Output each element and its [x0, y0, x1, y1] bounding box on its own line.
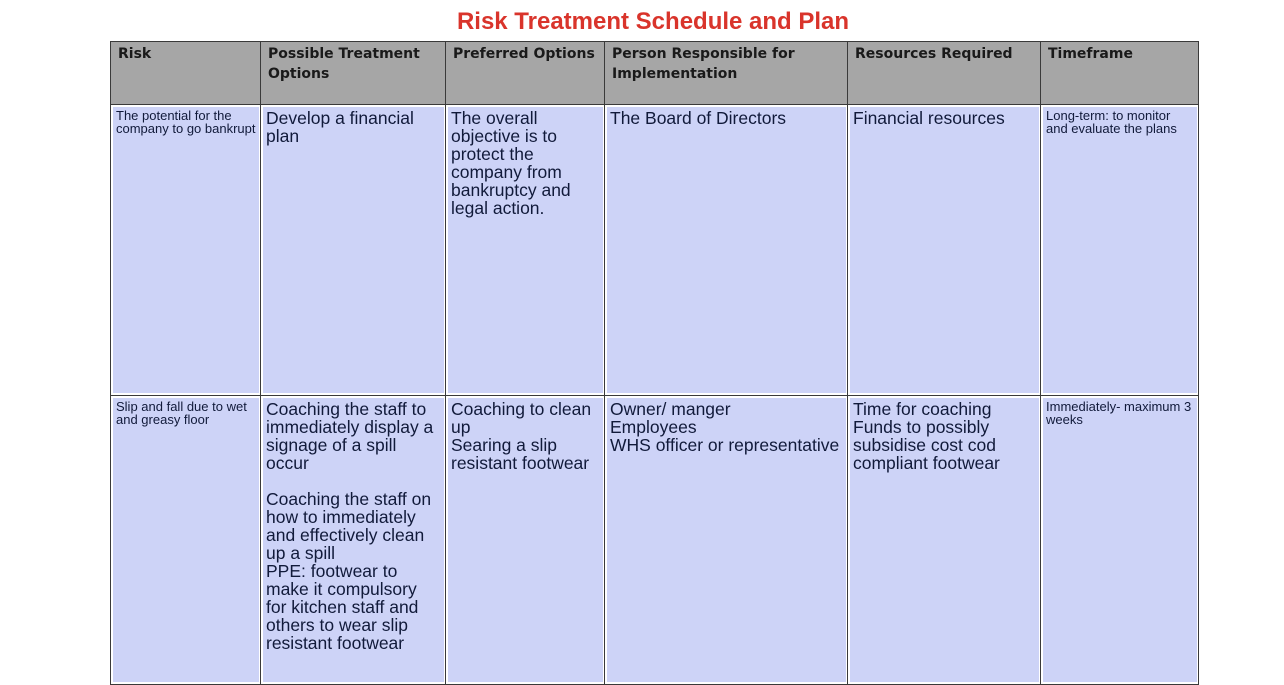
cell-preferred-options	[446, 105, 605, 396]
risk-treatment-table	[110, 41, 1199, 685]
cell-text: Owner/ manger Employees WHS officer or representative	[607, 398, 846, 682]
page-title: Risk Treatment Schedule and Plan	[456, 8, 850, 35]
cell-person-responsible	[605, 396, 848, 685]
cell-text: Financial resources	[850, 107, 1039, 393]
cell-text: The overall objective is to protect the company from bankruptcy and legal action.	[448, 107, 603, 393]
cell-text: Coaching to clean up Searing a slip resistant footwear	[448, 398, 603, 682]
column-header-preferred-options: Preferred Options	[446, 42, 605, 105]
column-header-resources-required: Resources Required	[848, 42, 1041, 105]
cell-preferred-options	[446, 396, 605, 685]
cell-text: Slip and fall due to wet and greasy floor	[113, 398, 259, 682]
cell-risk	[111, 105, 261, 396]
column-header-person-responsible: Person Responsible for Implementation	[605, 42, 848, 105]
column-header-possible-options: Possible Treatment Options	[261, 42, 446, 105]
column-header-risk: Risk	[111, 42, 261, 105]
cell-text: The Board of Directors	[607, 107, 846, 393]
table-row	[111, 396, 1199, 685]
cell-risk	[111, 396, 261, 685]
cell-text: The potential for the company to go bankrupt	[113, 107, 259, 393]
table-header-row	[111, 42, 1199, 105]
table-row	[111, 105, 1199, 396]
cell-person-responsible	[605, 105, 848, 396]
cell-resources-required	[848, 396, 1041, 685]
cell-timeframe	[1041, 396, 1199, 685]
cell-text: Coaching the staff to immediately display a signage of a spill occur Coaching the staff on how to immediately and effectively clean up a spill PPE: footwear to make it compulsory for kitchen staff and others to wear slip resistant footwear	[263, 398, 444, 682]
cell-timeframe	[1041, 105, 1199, 396]
cell-text: Long-term: to monitor and evaluate the plans	[1043, 107, 1197, 393]
cell-resources-required	[848, 105, 1041, 396]
cell-possible-options	[261, 396, 446, 685]
cell-text: Develop a financial plan	[263, 107, 444, 393]
cell-possible-options	[261, 105, 446, 396]
column-header-timeframe: Timeframe	[1041, 42, 1199, 105]
cell-text: Time for coaching Funds to possibly subsidise cost cod compliant footwear	[850, 398, 1039, 682]
cell-text: Immediately- maximum 3 weeks	[1043, 398, 1197, 682]
